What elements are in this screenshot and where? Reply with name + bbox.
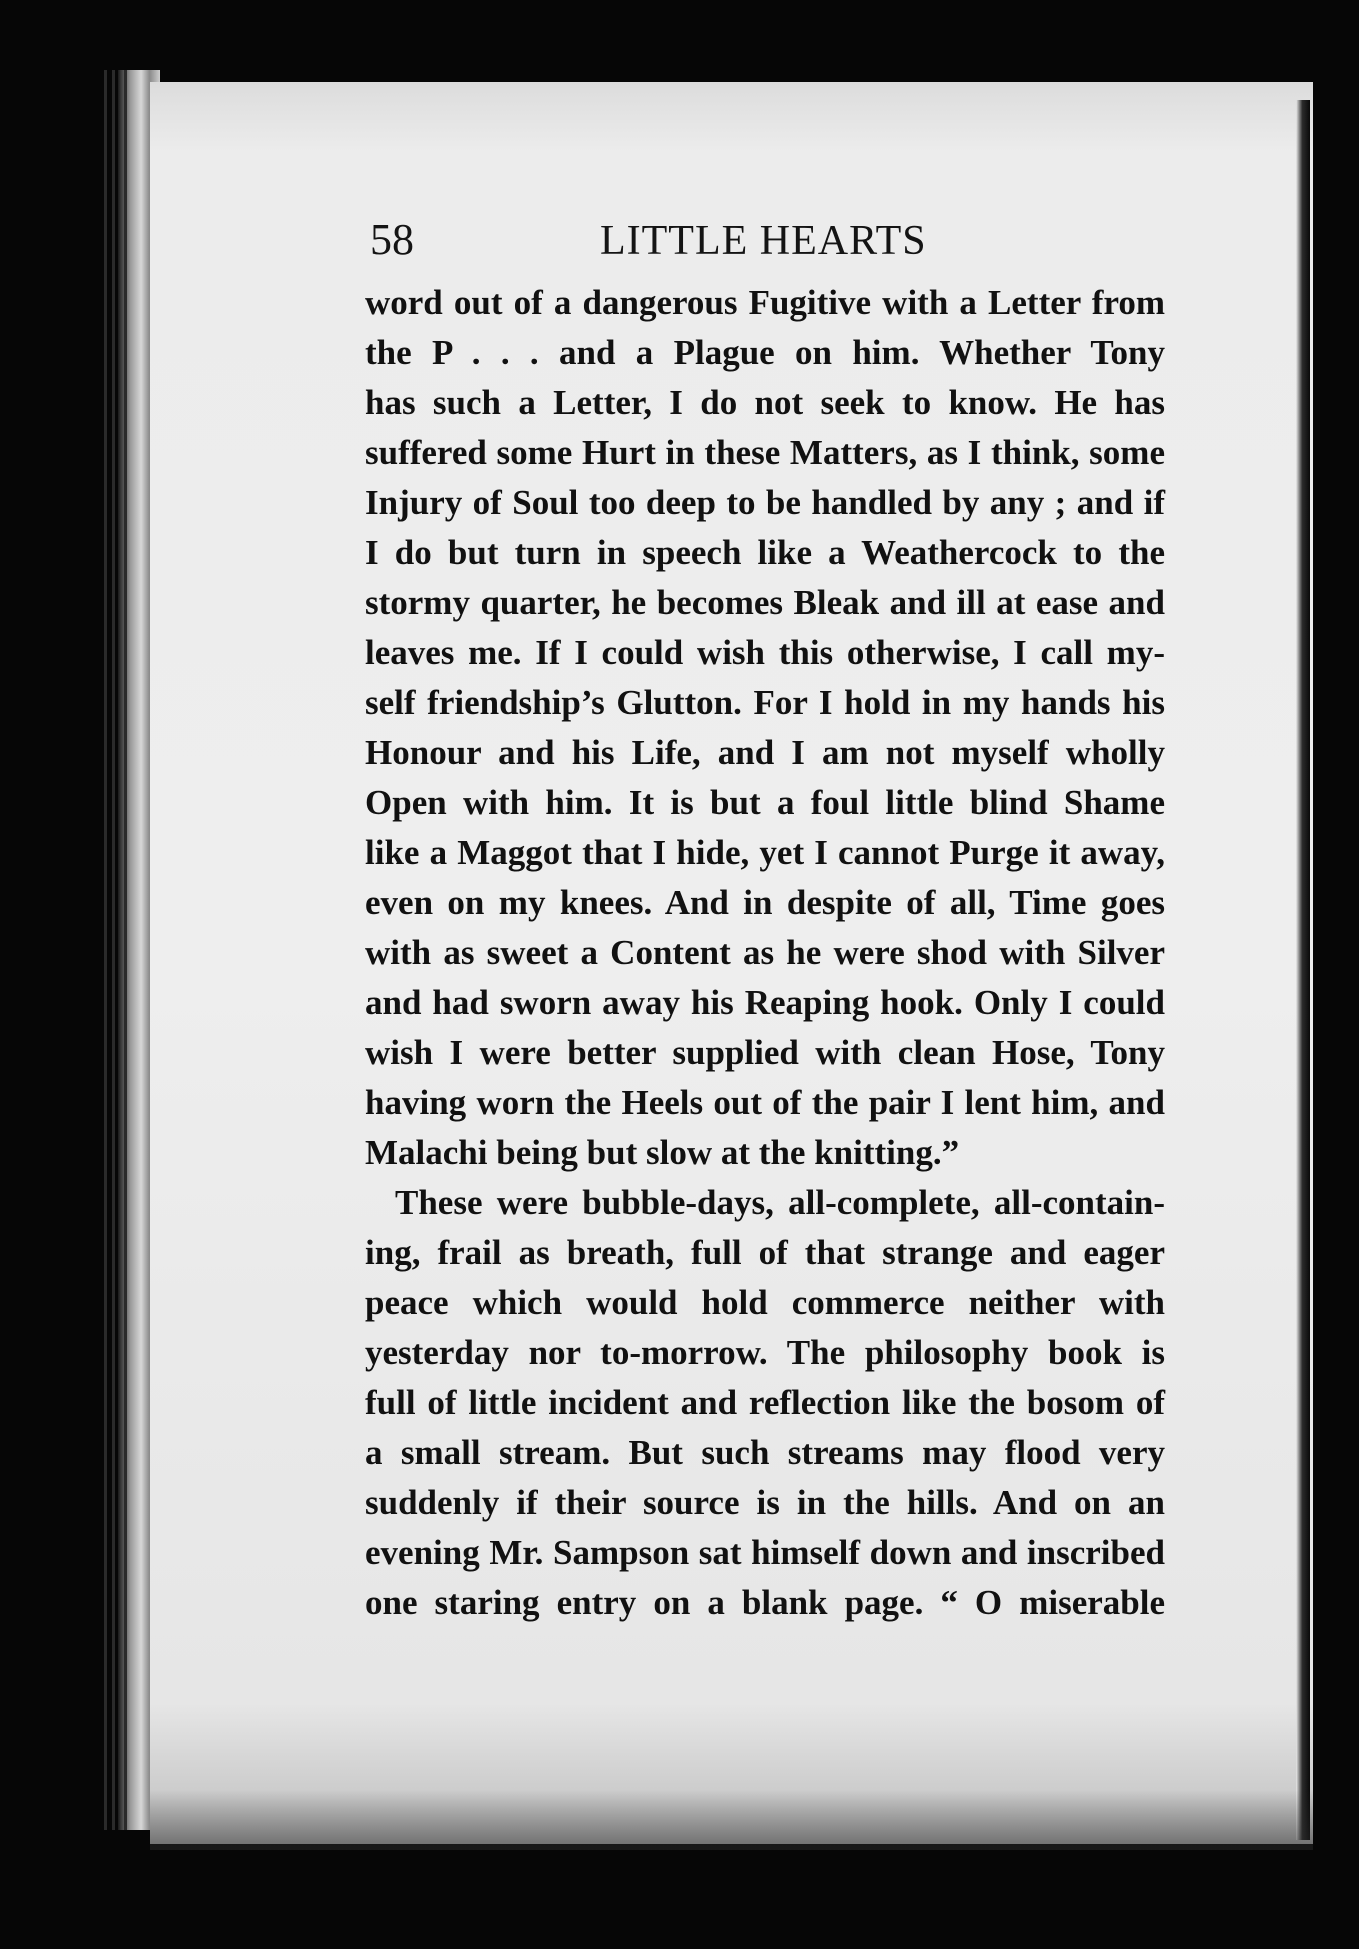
text-line: a small stream. But such streams may flood very xyxy=(365,1433,1165,1472)
page-right-edge xyxy=(1296,100,1310,1840)
text-line: ing, frail as breath, full of that strange and eager xyxy=(365,1233,1165,1272)
text-line: one staring entry on a blank page. “ O miserable xyxy=(365,1583,1165,1622)
text-line: self friendship’s Glutton. For I hold in my hands his xyxy=(365,683,1165,722)
text-line: These were bubble-days, all-complete, all-contain- xyxy=(395,1183,1165,1222)
page-bottom-shadow xyxy=(150,1790,1313,1850)
text-line: Open with him. It is but a foul little blind Shame xyxy=(365,783,1165,822)
text-line: word out of a dangerous Fugitive with a Letter from xyxy=(365,283,1165,322)
page-number: 58 xyxy=(370,215,414,264)
text-line: Malachi being but slow at the knitting.” xyxy=(365,1133,960,1172)
text-line: even on my knees. And in despite of all, Time goes xyxy=(365,883,1165,922)
text-line: suddenly if their source is in the hills. And on an xyxy=(365,1483,1165,1522)
text-line: the P . . . and a Plague on him. Whether Tony xyxy=(365,333,1165,372)
text-line: I do but turn in speech like a Weathercock to the xyxy=(365,533,1165,572)
text-line: like a Maggot that I hide, yet I cannot Purge it away, xyxy=(365,833,1165,872)
text-line: evening Mr. Sampson sat himself down and inscribed xyxy=(365,1533,1165,1572)
text-line: having worn the Heels out of the pair I lent him, and xyxy=(365,1083,1165,1122)
body-text xyxy=(365,278,1165,1628)
text-line: wish I were better supplied with clean Hose, Tony xyxy=(365,1033,1165,1072)
text-line: full of little incident and reflection like the bosom of xyxy=(365,1383,1165,1422)
text-line: Honour and his Life, and I am not myself wholly xyxy=(365,733,1165,772)
text-line: yesterday nor to-morrow. The philosophy book is xyxy=(365,1333,1165,1372)
text-line: peace which would hold commerce neither with xyxy=(365,1283,1165,1322)
text-line: has such a Letter, I do not seek to know. He has xyxy=(365,383,1165,422)
binding-edge-line xyxy=(112,70,115,1830)
binding-edge-line xyxy=(104,70,107,1830)
text-line: stormy quarter, he becomes Bleak and ill at ease and xyxy=(365,583,1165,622)
text-line: with as sweet a Content as he were shod with Silver xyxy=(365,933,1165,972)
running-head: LITTLE HEARTS xyxy=(600,218,927,264)
text-line: Injury of Soul too deep to be handled by any ; and if xyxy=(365,483,1165,522)
text-line: leaves me. If I could wish this otherwise, I call my- xyxy=(365,633,1165,672)
binding-edge-line xyxy=(124,70,127,1830)
text-line: and had sworn away his Reaping hook. Only I could xyxy=(365,983,1165,1022)
text-line: suffered some Hurt in these Matters, as I think, some xyxy=(365,433,1165,472)
